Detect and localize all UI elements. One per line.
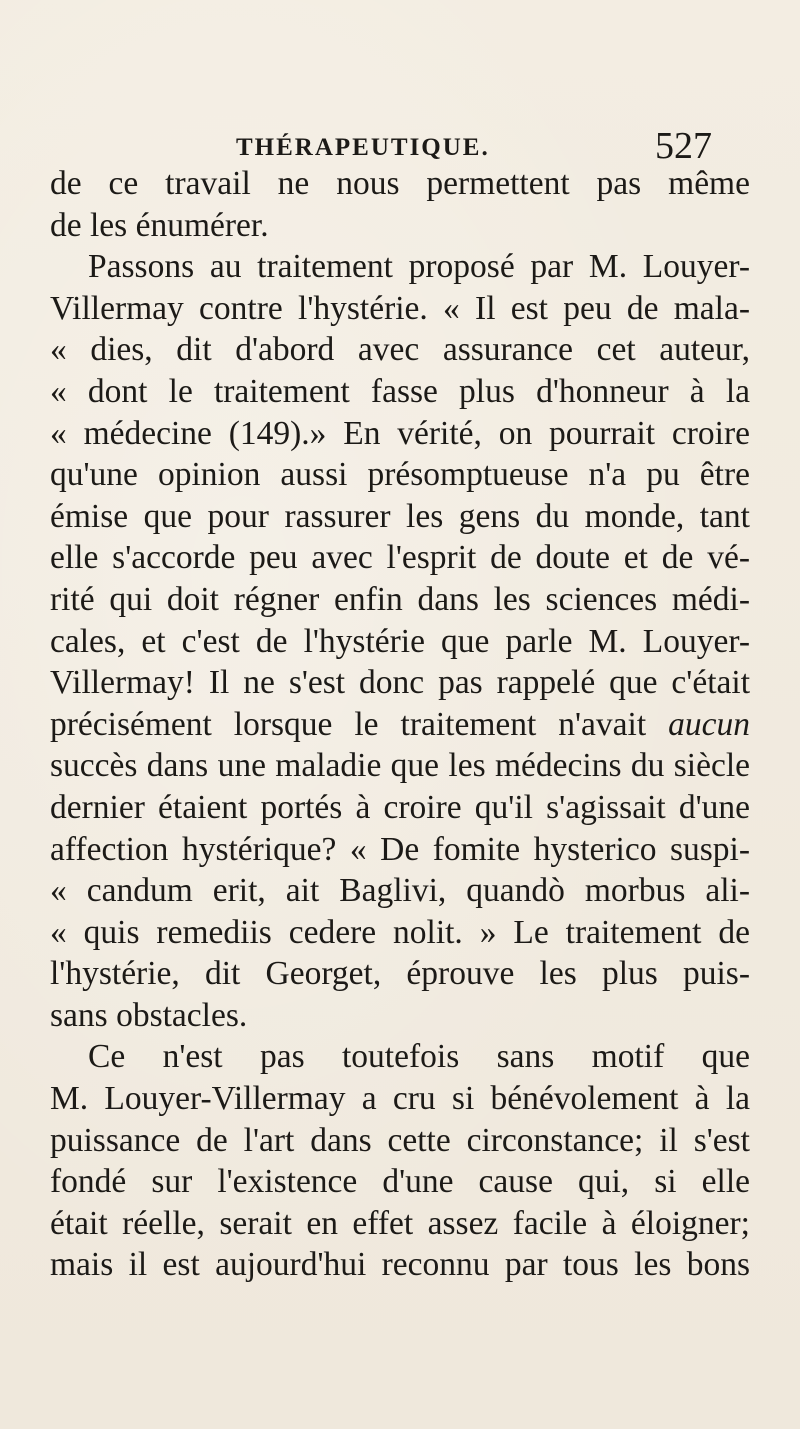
text-line-segment: précisément lorsque le traitement n'avait (50, 705, 669, 743)
text-line: succès dans une maladie que les médecins du siècle (50, 747, 750, 785)
text-line-with-italic (50, 704, 750, 746)
text-line: affection hystérique? « De fomite hysterico suspi- (50, 830, 750, 868)
text-line: cales, et c'est de l'hystérie que parle M. Louyer- (50, 622, 750, 660)
text-line: Villermay! Il ne s'est donc pas rappelé que c'était (50, 664, 750, 702)
page-number: 527 (655, 125, 712, 167)
body-text (50, 163, 750, 1286)
text-line: qu'une opinion aussi présomptueuse n'a pu être (50, 456, 750, 494)
text-line: « médecine (149).» En vérité, on pourrait croire (50, 414, 750, 452)
text-line: était réelle, serait en effet assez facile à éloigner; (50, 1204, 750, 1242)
text-line: sans obstacles. (50, 996, 248, 1034)
text-line: émise que pour rassurer les gens du monde, tant (50, 497, 750, 535)
text-line: rité qui doit régner enfin dans les sciences médi- (50, 580, 750, 618)
text-line: « quis remediis cedere nolit. » Le traitement de (50, 913, 750, 951)
text-line: « dies, dit d'abord avec assurance cet auteur, (50, 331, 750, 369)
text-line: « dont le traitement fasse plus d'honneur à la (50, 372, 750, 410)
text-line: de les énumérer. (50, 206, 269, 244)
text-line: Ce n'est pas toutefois sans motif que (88, 1038, 750, 1076)
italic-word: aucun (668, 705, 750, 743)
text-line: puissance de l'art dans cette circonstance; il s'est (50, 1121, 750, 1159)
text-line: Villermay contre l'hystérie. « Il est peu de mala- (50, 289, 750, 327)
text-line: de ce travail ne nous permettent pas même (50, 165, 750, 202)
running-head: THÉRAPEUTIQUE. (236, 134, 490, 161)
text-line: mais il est aujourd'hui reconnu par tous les bons (50, 1246, 750, 1284)
text-line: « candum erit, ait Baglivi, quandò morbus ali- (50, 872, 750, 910)
text-line: l'hystérie, dit Georget, éprouve les plus puis- (50, 955, 750, 993)
text-line: elle s'accorde peu avec l'esprit de doute et de vé- (50, 539, 750, 577)
text-line: M. Louyer-Villermay a cru si bénévolement à la (50, 1080, 750, 1118)
text-line: dernier étaient portés à croire qu'il s'agissait d'une (50, 788, 750, 826)
text-line: Passons au traitement proposé par M. Louyer- (88, 248, 750, 286)
text-line: fondé sur l'existence d'une cause qui, si elle (50, 1163, 750, 1201)
